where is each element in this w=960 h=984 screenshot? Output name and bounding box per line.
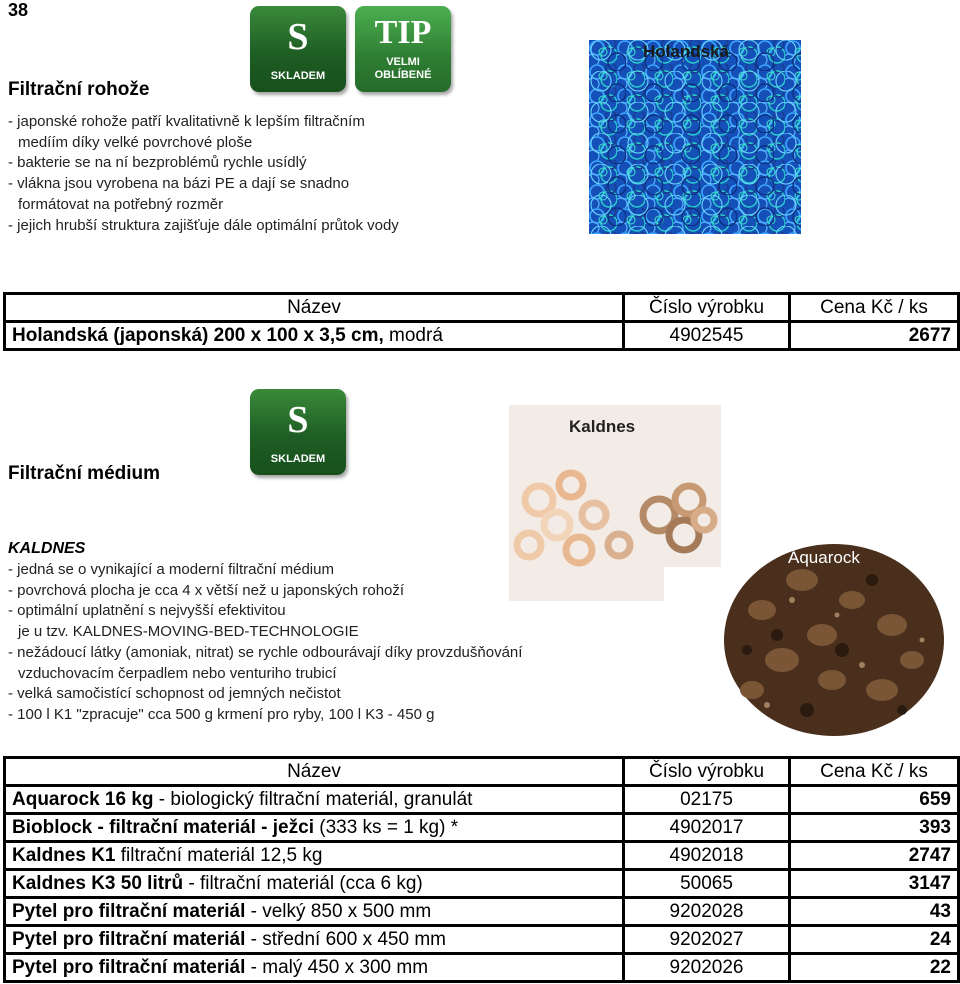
mat-photo	[589, 40, 801, 234]
aquarock-texture	[722, 540, 946, 740]
media-table	[3, 756, 960, 983]
header-code: Číslo výrobku	[624, 294, 790, 322]
table-header	[5, 758, 959, 786]
product-code: 50065	[624, 870, 790, 898]
section-title-media: Filtrační médium	[8, 463, 161, 484]
badge-tip-label-2: OBLÍBENÉ	[374, 69, 432, 81]
table-row	[5, 842, 959, 870]
kaldnes-photo-label: Kaldnes	[569, 417, 636, 436]
media-bullets	[8, 560, 522, 726]
bullet: - japonské rohože patří kvalitativně k lepším filtračním	[8, 113, 365, 130]
product-code: 02175	[624, 786, 790, 814]
product-name: Holandská (japonská) 200 x 100 x 3,5 cm, modrá	[5, 322, 624, 350]
product-code: 9202027	[624, 926, 790, 954]
mat-photo-label: Holandská	[643, 42, 729, 61]
bullet: - povrchová plocha je cca 4 x větší než u japonských rohoží	[8, 581, 405, 599]
product-name: Bioblock - filtrační materiál - ježci (333 ks = 1 kg) *	[5, 814, 624, 842]
bullet: medíím díky velké povrchové ploše	[18, 133, 253, 151]
product-name: Pytel pro filtrační materiál - malý 450 x 300 mm	[5, 954, 624, 982]
product-code: 4902018	[624, 842, 790, 870]
badge-tip	[355, 6, 451, 92]
page-number: 38	[8, 0, 29, 20]
mats-bullets	[8, 112, 399, 236]
header-name: Název	[5, 758, 624, 786]
product-code: 9202026	[624, 954, 790, 982]
product-price: 22	[790, 954, 959, 982]
aquarock-photo-label: Aquarock	[788, 548, 860, 567]
badge-letter: S	[287, 399, 309, 441]
aquarock-photo	[722, 540, 946, 740]
header-name: Název	[5, 294, 624, 322]
badge-tip-letter: TIP	[374, 14, 432, 51]
table-row	[5, 954, 959, 982]
header-price: Cena Kč / ks	[790, 294, 959, 322]
table-header	[5, 294, 959, 322]
badge-tip-label-1: VELMI	[386, 56, 420, 68]
product-price: 24	[790, 926, 959, 954]
bullet: vzduchovacím čerpadlem nebo venturiho trubicí	[18, 664, 337, 682]
product-name: Pytel pro filtrační materiál - velký 850 x 500 mm	[5, 898, 624, 926]
product-price: 43	[790, 898, 959, 926]
product-price: 659	[790, 786, 959, 814]
product-price: 393	[790, 814, 959, 842]
bullet: - jedná se o vynikající a moderní filtrační médium	[8, 561, 334, 578]
product-price: 2747	[790, 842, 959, 870]
bullet: - optimální uplatnění s nejvyšší efektivitou	[8, 602, 286, 620]
product-price: 2677	[790, 322, 959, 350]
header-code: Číslo výrobku	[624, 758, 790, 786]
product-name: Kaldnes K1 filtrační materiál 12,5 kg	[5, 842, 624, 870]
table-row	[5, 926, 959, 954]
bullet: - bakterie se na ní bezproblémů rychle usídlý	[8, 154, 307, 172]
table-row	[5, 814, 959, 842]
kaldnes-photo	[509, 405, 721, 601]
mat-texture	[589, 40, 801, 234]
bullet: - jejich hrubší struktura zajišťuje dále optimální průtok vody	[8, 216, 399, 234]
table-row	[5, 322, 959, 350]
bullet: formátovat na potřebný rozměr	[18, 195, 224, 213]
product-code: 4902017	[624, 814, 790, 842]
product-name: Kaldnes K3 50 litrů - filtrační materiál (cca 6 kg)	[5, 870, 624, 898]
badge-label: SKLADEM	[270, 70, 326, 82]
product-name: Pytel pro filtrační materiál - střední 600 x 450 mm	[5, 926, 624, 954]
kaldnes-subtitle: KALDNES	[8, 540, 86, 557]
badge-label: SKLADEM	[270, 453, 326, 465]
badge-in-stock-2	[250, 389, 346, 475]
product-name: Aquarock 16 kg - biologický filtrační materiál, granulát	[5, 786, 624, 814]
bullet: - 100 l K1 "zpracuje" cca 500 g krmení pro ryby, 100 l K3 - 450 g	[8, 705, 435, 723]
header-price: Cena Kč / ks	[790, 758, 959, 786]
badge-in-stock	[250, 6, 346, 92]
table-row	[5, 898, 959, 926]
bullet: - velká samočistící schopnost od jemných nečistot	[8, 685, 341, 703]
table-row	[5, 786, 959, 814]
section-title-mats: Filtrační rohože	[8, 79, 150, 100]
table-row	[5, 870, 959, 898]
badge-letter: S	[287, 16, 309, 58]
bullet: je u tzv. KALDNES-MOVING-BED-TECHNOLOGIE	[18, 623, 359, 641]
product-code: 4902545	[624, 322, 790, 350]
bullet: - nežádoucí látky (amoniak, nitrat) se rychle odbourávají díky provzdušňování	[8, 643, 523, 661]
mats-table	[3, 292, 960, 351]
product-code: 9202028	[624, 898, 790, 926]
bullet: - vlákna jsou vyrobena na bázi PE a dají se snadno	[8, 175, 350, 193]
product-price: 3147	[790, 870, 959, 898]
